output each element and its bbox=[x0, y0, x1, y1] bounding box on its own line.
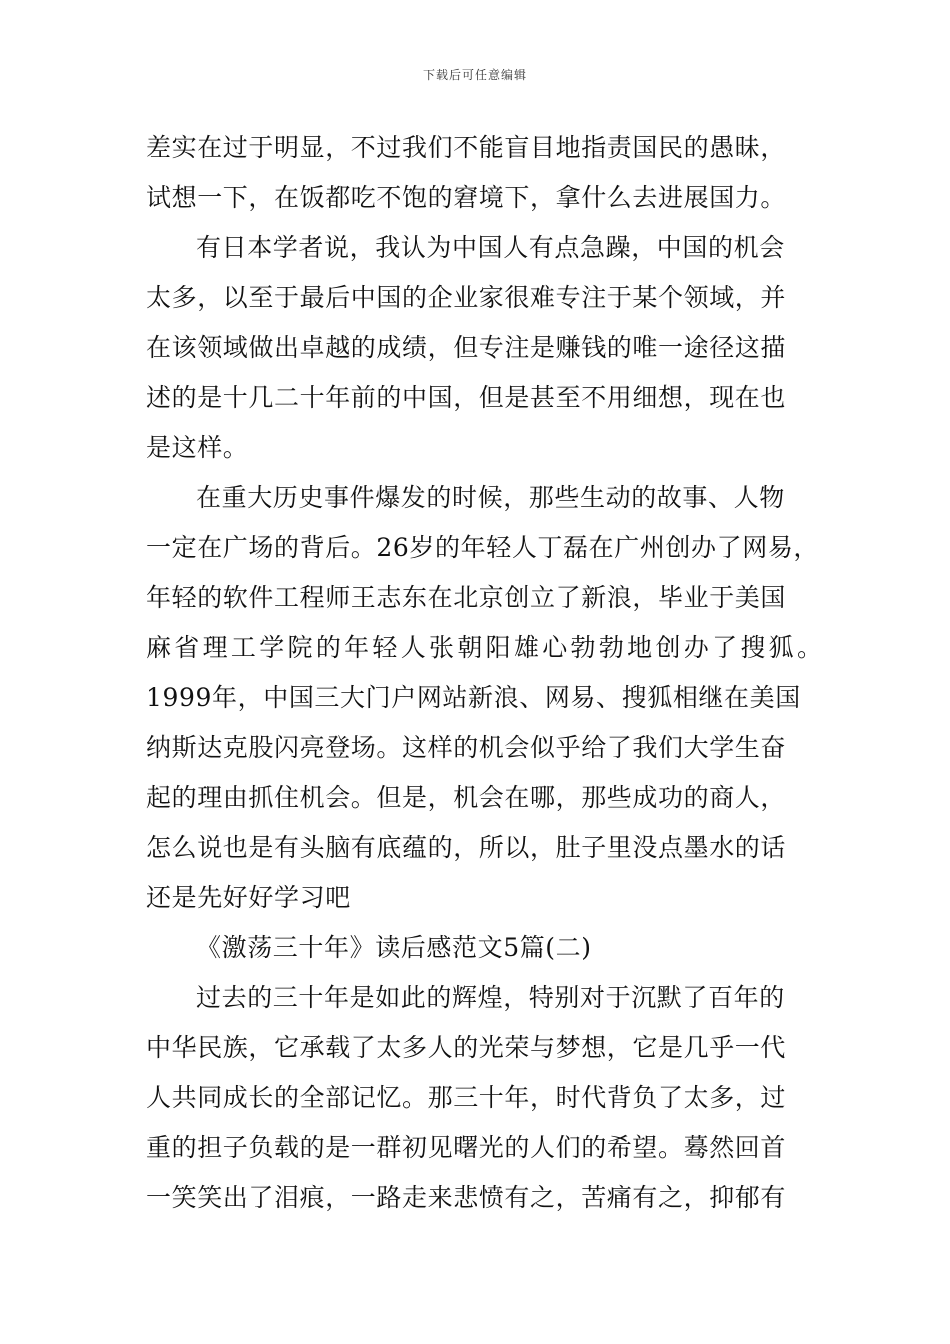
text-line: 差实在过于明显，不过我们不能盲目地指责国民的愚昧， bbox=[146, 133, 787, 162]
text-line: 在重大历史事件爆发的时候，那些生动的故事、人物 bbox=[196, 483, 785, 512]
text-line: 中华民族，它承载了太多人的光荣与梦想，它是几乎一代 bbox=[146, 1033, 787, 1062]
text-line: 麻省理工学院的年轻人张朝阳雄心勃勃地创办了搜狐。 bbox=[146, 633, 822, 662]
text-line: 有日本学者说，我认为中国人有点急躁，中国的机会 bbox=[196, 233, 785, 262]
text-line: 一定在广场的背后。26岁的年轻人丁磊在广州创办了网易， bbox=[146, 533, 820, 562]
text-line: 起的理由抓住机会。但是，机会在哪，那些成功的商人， bbox=[146, 783, 787, 812]
text-line: 在该领域做出卓越的成绩，但专注是赚钱的唯一途径这描 bbox=[146, 333, 787, 362]
text-line: 怎么说也是有头脑有底蕴的，所以，肚子里没点墨水的话 bbox=[146, 833, 787, 862]
text-line: 过去的三十年是如此的辉煌，特别对于沉默了百年的 bbox=[196, 983, 785, 1012]
text-line: 还是先好好学习吧 bbox=[146, 883, 351, 912]
text-line: 重的担子负载的是一群初见曙光的人们的希望。蓦然回首 bbox=[146, 1133, 787, 1162]
text-line: 太多，以至于最后中国的企业家很难专注于某个领域，并 bbox=[146, 283, 787, 312]
text-line: 1999年，中国三大门户网站新浪、网易、搜狐相继在美国 bbox=[146, 683, 801, 712]
text-line: 述的是十几二十年前的中国，但是甚至不用细想，现在也 bbox=[146, 383, 787, 412]
text-line: 试想一下，在饭都吃不饱的窘境下，拿什么去进展国力。 bbox=[146, 183, 787, 212]
text-line: 年轻的软件工程师王志东在北京创立了新浪，毕业于美国 bbox=[146, 583, 787, 612]
section-title: 《激荡三十年》读后感范文5篇(二) bbox=[196, 933, 592, 962]
text-line: 人共同成长的全部记忆。那三十年，时代背负了太多，过 bbox=[146, 1083, 787, 1112]
text-line: 一笑笑出了泪痕，一路走来悲愤有之，苦痛有之，抑郁有 bbox=[146, 1183, 787, 1212]
text-line: 纳斯达克股闪亮登场。这样的机会似乎给了我们大学生奋 bbox=[146, 733, 787, 762]
page-header: 下载后可任意编辑 bbox=[422, 68, 527, 82]
text-line: 是这样。 bbox=[146, 433, 249, 462]
